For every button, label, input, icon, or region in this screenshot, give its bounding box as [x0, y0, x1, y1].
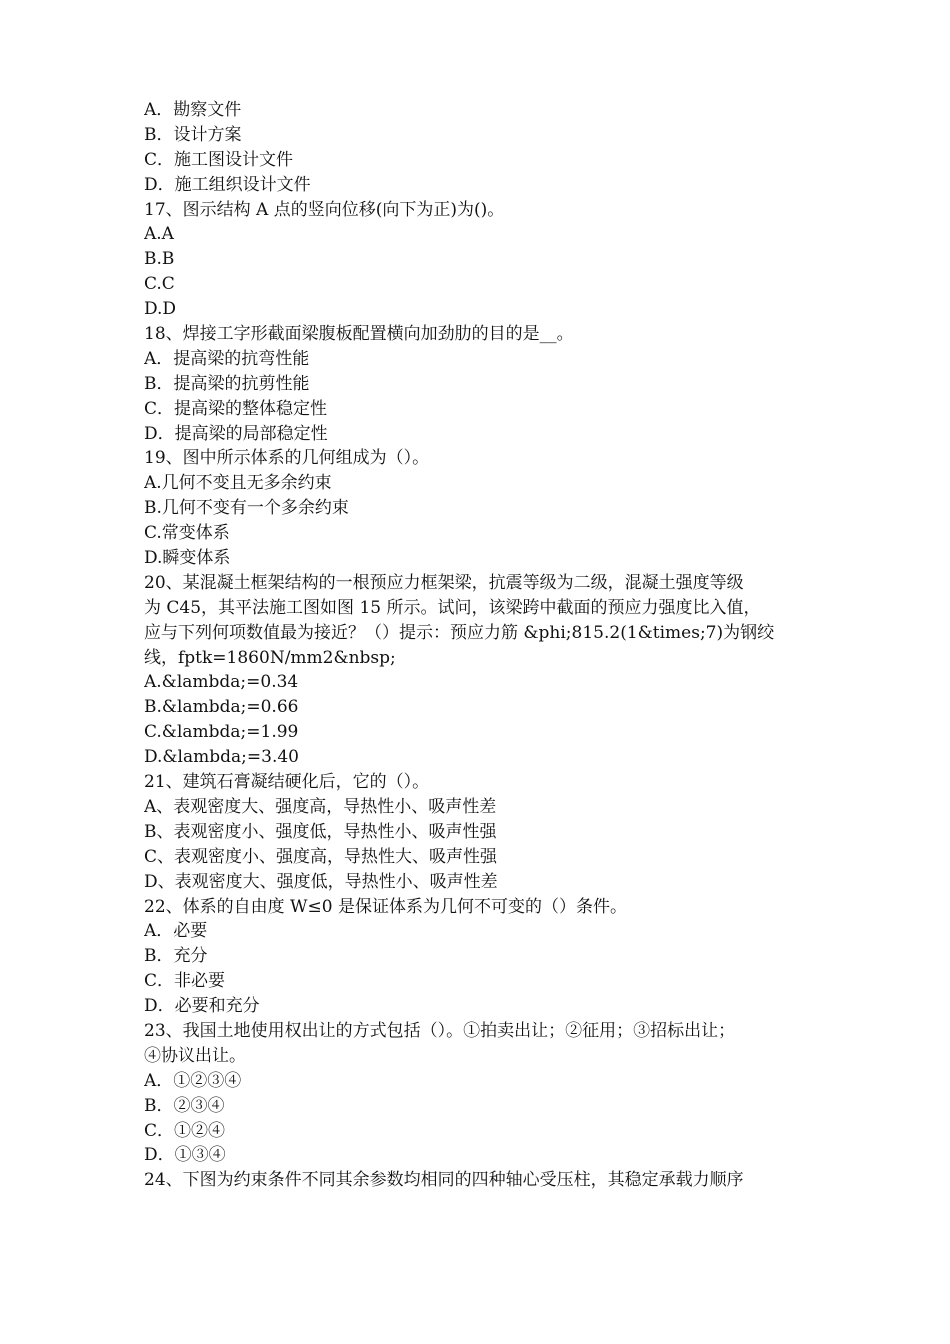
question-22: 22、体系的自由度 W≤0 是保证体系为几何不可变的（）条件。 [144, 896, 627, 917]
question-21: 21、建筑石膏凝结硬化后，它的（）。 [144, 772, 430, 793]
text-line: D．①③④ [144, 1145, 226, 1166]
text-line: B.几何不变有一个多余约束 [144, 498, 349, 519]
text-line: A.&lambda;=0.34 [144, 672, 299, 693]
text-line: D、表观密度大、强度低，导热性小、吸声性差 [144, 871, 498, 892]
question-24: 24、下图为约束条件不同其余参数均相同的四种轴心受压柱，其稳定承载力顺序 [144, 1170, 744, 1191]
text-line: C.&lambda;=1.99 [144, 722, 299, 743]
text-line: B．②③④ [144, 1095, 225, 1116]
text-line: A.A [144, 224, 174, 245]
text-line: C．非必要 [144, 971, 226, 992]
question-20: 20、某混凝土框架结构的一根预应力框架梁，抗震等级为二级，混凝土强度等级 [144, 572, 744, 593]
question-23: 23、我国土地使用权出让的方式包括（）。①拍卖出让；②征用；③招标出让； [144, 1020, 736, 1041]
text-line: B．充分 [144, 946, 208, 967]
text-line: B、表观密度小、强度低，导热性小、吸声性强 [144, 821, 497, 842]
text-line: D．提高梁的局部稳定性 [144, 423, 328, 444]
text-line: A．必要 [144, 921, 208, 942]
text-line: A．提高梁的抗弯性能 [144, 348, 310, 369]
text-line: C．①②④ [144, 1120, 226, 1141]
question-17: 17、图示结构 A 点的竖向位移(向下为正)为()。 [144, 199, 505, 220]
question-19: 19、图中所示体系的几何组成为（）。 [144, 448, 430, 469]
text-line: D.D [144, 299, 177, 320]
text-line: C．提高梁的整体稳定性 [144, 398, 328, 419]
document-page [144, 98, 814, 1193]
text-line: D.瞬变体系 [144, 548, 231, 569]
question-18: 18、焊接工字形截面梁腹板配置横向加劲肋的目的是__。 [144, 324, 574, 345]
text-line: A．①②③④ [144, 1070, 242, 1091]
text-line: B.B [144, 249, 175, 270]
text-line: D.&lambda;=3.40 [144, 747, 299, 768]
text-line: B．提高梁的抗剪性能 [144, 373, 310, 394]
text-line: A、表观密度大、强度高，导热性小、吸声性差 [144, 796, 497, 817]
text-line: 为 C45，其平法施工图如图 15 所示。试问，该梁跨中截面的预应力强度比入值， [144, 597, 761, 618]
text-line: ④协议出让。 [144, 1045, 246, 1066]
text-line: D．施工组织设计文件 [144, 174, 311, 195]
text-line: C.C [144, 274, 175, 295]
text-line: A.几何不变且无多余约束 [144, 473, 332, 494]
text-line: C.常变体系 [144, 523, 230, 544]
text-line: A．勘察文件 [144, 100, 242, 120]
text-line: C、表观密度小、强度高，导热性大、吸声性强 [144, 846, 498, 867]
text-line: C．施工图设计文件 [144, 149, 294, 170]
text-line: 线，fptk=1860N/mm2&nbsp; [144, 647, 396, 668]
text-line: 应与下列何项数值最为接近？（）提示：预应力筋 &phi;815.2(1&times;7)为钢绞 [144, 622, 775, 643]
text-line: B.&lambda;=0.66 [144, 697, 299, 718]
text-line: B．设计方案 [144, 124, 242, 145]
text-line: D．必要和充分 [144, 996, 260, 1017]
